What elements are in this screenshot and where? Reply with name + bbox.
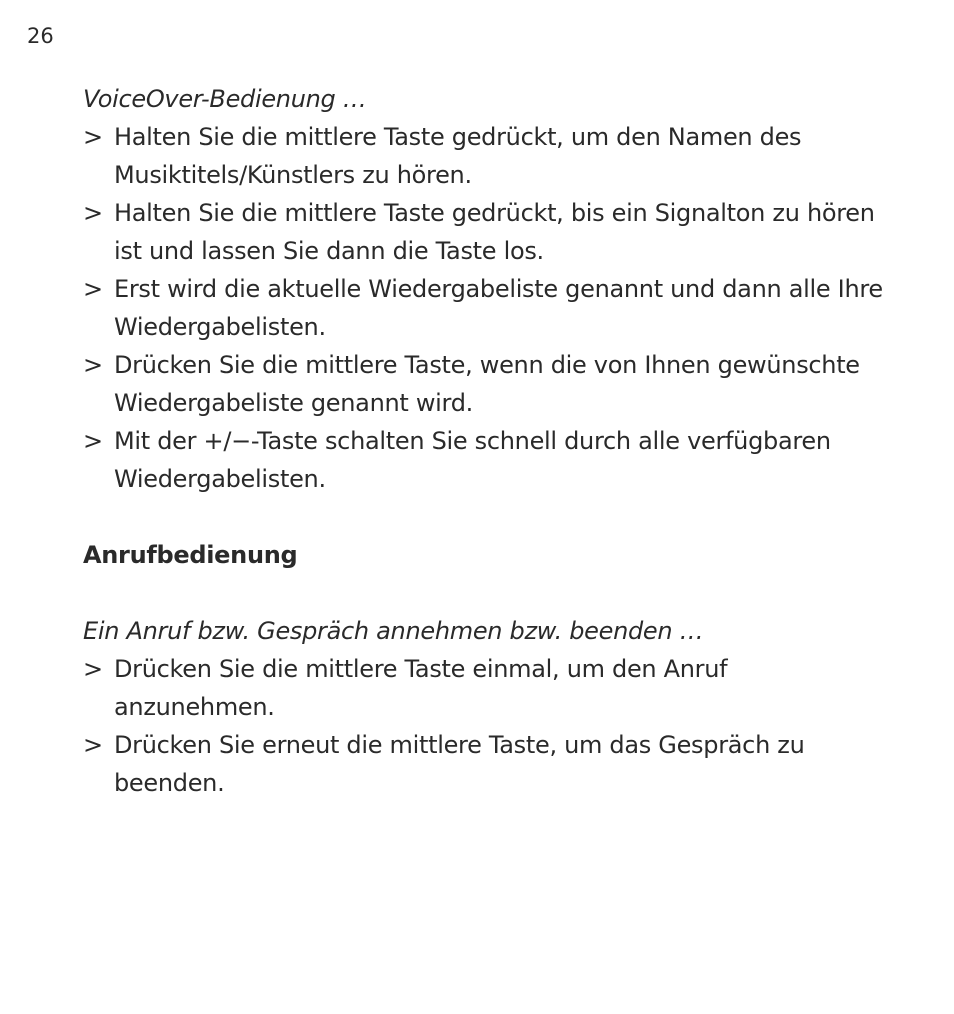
bullet-marker: >	[83, 427, 103, 455]
bullet-marker: >	[83, 199, 103, 227]
list-item	[83, 194, 883, 270]
voiceover-intro: VoiceOver-Bedienung …	[83, 85, 367, 113]
call-control-intro: Ein Anruf bzw. Gespräch annehmen bzw. beenden …	[83, 617, 704, 645]
list-item-text: Drücken Sie erneut die mittlere Taste, um das Gespräch zu beenden.	[114, 731, 805, 797]
list-item	[83, 270, 883, 346]
call-control-heading: Anrufbedienung	[83, 541, 298, 569]
list-item	[83, 726, 883, 802]
bullet-marker: >	[83, 275, 103, 303]
list-item	[83, 650, 883, 726]
page-content	[83, 80, 883, 802]
voiceover-list	[83, 118, 883, 498]
call-control-list	[83, 650, 883, 802]
list-item-text: Erst wird die aktuelle Wiedergabeliste genannt und dann alle Ihre Wiedergabelisten.	[114, 275, 883, 341]
list-item-text: Drücken Sie die mittlere Taste, wenn die von Ihnen gewünschte Wiedergabeliste genannt wird.	[114, 351, 860, 417]
list-item-text: Mit der +/−-Taste schalten Sie schnell durch alle verfügbaren Wiedergabelisten.	[114, 427, 831, 493]
list-item-text: Halten Sie die mittlere Taste gedrückt, um den Namen des Musiktitels/Künstlers zu hören.	[114, 123, 802, 189]
page-number: 26	[27, 24, 54, 48]
list-item	[83, 422, 883, 498]
bullet-marker: >	[83, 731, 103, 759]
bullet-marker: >	[83, 123, 103, 151]
bullet-marker: >	[83, 655, 103, 683]
list-item-text: Halten Sie die mittlere Taste gedrückt, bis ein Signalton zu hören ist und lassen Sie dann die Taste los.	[114, 199, 875, 265]
list-item-text: Drücken Sie die mittlere Taste einmal, um den Anruf anzunehmen.	[114, 655, 728, 721]
bullet-marker: >	[83, 351, 103, 379]
list-item	[83, 346, 883, 422]
list-item	[83, 118, 883, 194]
